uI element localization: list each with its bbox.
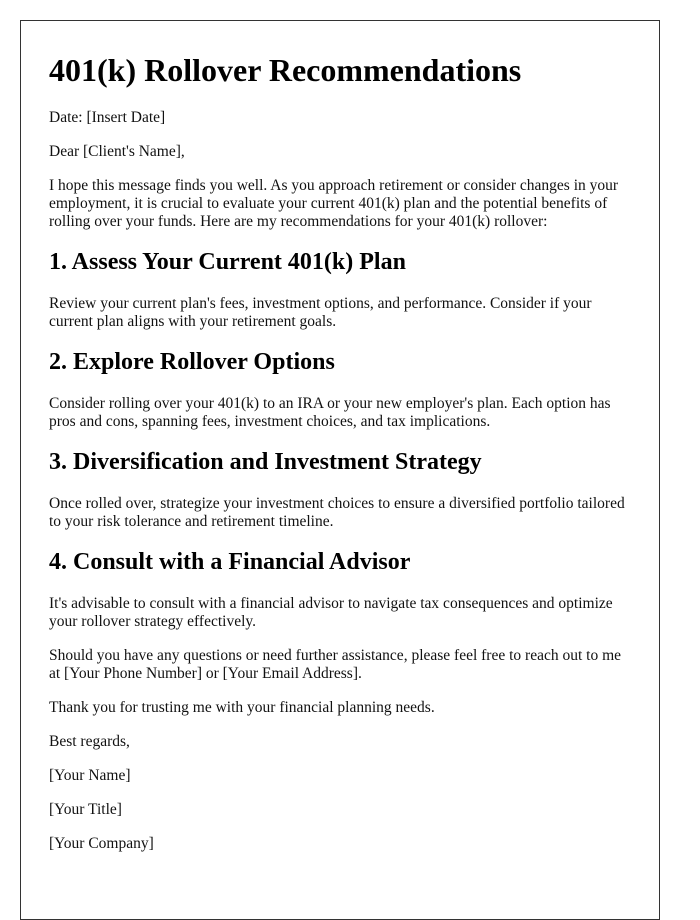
section-body-diversification: Once rolled over, strategize your investment choices to ensure a diversified portfolio tailored to your risk tolerance and retirement timeline. (49, 495, 625, 530)
letter-title: 401(k) Rollover Recommendations (49, 52, 522, 88)
section-heading-explore: 2. Explore Rollover Options (49, 349, 335, 375)
intro-paragraph: I hope this message finds you well. As you approach retirement or consider changes in your employment, it is crucial to evaluate your current 401(k) plan and the potential benefits of rolling over your funds. Here are my recommendations for your 401(k) rollover: (49, 177, 619, 230)
closing: Best regards, (49, 733, 130, 750)
contact-paragraph: Should you have any questions or need further assistance, please feel free to reach out to me at [Your Phone Number] or [Your Email Address]. (49, 647, 622, 682)
signature-name: [Your Name] (49, 767, 131, 784)
section-body-consult: It's advisable to consult with a financial advisor to navigate tax consequences and optimize your rollover strategy effectively. (49, 595, 613, 630)
section-heading-assess: 1. Assess Your Current 401(k) Plan (49, 249, 406, 275)
salutation: Dear [Client's Name], (49, 143, 185, 160)
section-body-assess: Review your current plan's fees, investment options, and performance. Consider if your current plan aligns with your retirement goals. (49, 295, 592, 330)
thanks-paragraph: Thank you for trusting me with your financial planning needs. (49, 699, 435, 716)
signature-title: [Your Title] (49, 801, 122, 818)
section-heading-diversification: 3. Diversification and Investment Strategy (49, 449, 482, 475)
section-heading-consult: 4. Consult with a Financial Advisor (49, 549, 411, 575)
section-body-explore: Consider rolling over your 401(k) to an IRA or your new employer's plan. Each option has pros and cons, spanning fees, investment choices, and tax implications. (49, 395, 611, 430)
date-line: Date: [Insert Date] (49, 109, 166, 126)
letter-container (20, 20, 660, 920)
signature-company: [Your Company] (49, 835, 154, 852)
